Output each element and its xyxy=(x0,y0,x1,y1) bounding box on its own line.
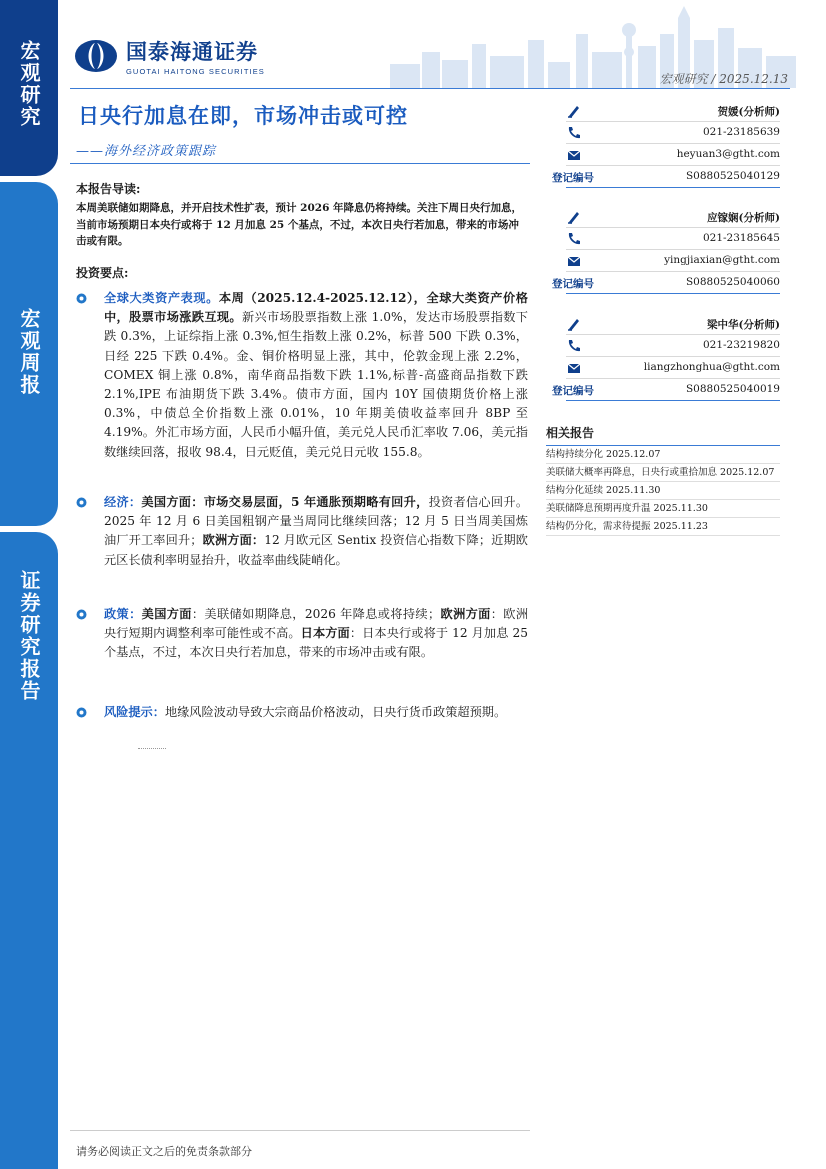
logo-text-cn: 国泰海通证券 xyxy=(126,40,258,64)
analyst-reg-number: S0880525040129 xyxy=(685,170,780,182)
mail-icon xyxy=(566,253,582,269)
point-bold: 美国方面：市场交易层面，5 年通胀预期略有回升， xyxy=(141,495,429,509)
related-reports-heading: 相关报告 xyxy=(546,424,780,446)
analyst-reg-number: S0880525040019 xyxy=(685,383,780,395)
bullet-icon xyxy=(76,497,87,508)
analyst-name: 应镓娴(分析师) xyxy=(707,212,780,224)
footer-divider xyxy=(70,1130,530,1131)
point-text: 新兴市场股票指数上涨 1.0%，发达市场股票指数下跌 0.3%，上证综指上涨 0.3%,恒生指数上涨 0.2%，标普 500 下跌 0.3%，日经 225 下跌 0.4%。金、铜价格明显上涨，其中，伦敦金现上涨 2.2%，COMEX 铜上涨 0.8%，南华商品指数下跌 1.1%,标普-高盛商品指数下跌 2.1%,IPE 布油期货下跌 3.4%。债市方面，国内 10Y 国债期货价格上涨 0.3%，中债总全价指数上涨 0.01%，10 年期美债收益率回升 8BP 至 4.19%。外汇市场方面，人民币小幅升值，美元兑人民币汇率收 7.06，美元指数继续回落，报收 98.4，日元贬值，美元兑日元收 155.8。 xyxy=(104,310,528,459)
analyst-name: 梁中华(分析师) xyxy=(707,319,780,331)
point-lead: 经济： xyxy=(104,495,142,509)
bullet-icon xyxy=(76,707,87,718)
point-economy xyxy=(76,493,528,570)
guide-heading: 本报告导读: xyxy=(76,182,141,196)
phone-icon xyxy=(566,125,582,141)
pen-icon xyxy=(566,316,582,332)
header-category: 宏观研究 xyxy=(659,72,708,86)
analyst-phone: 021-23185645 xyxy=(702,232,780,244)
related-report-item[interactable]: 美联储大概率再降息，日央行或重拾加息 2025.12.07 xyxy=(546,464,780,482)
reg-label: 登记编号 xyxy=(552,278,594,290)
logo-text-en: GUOTAI HAITONG SECURITIES xyxy=(126,67,265,76)
mail-icon xyxy=(566,360,582,376)
point-lead: 全球大类资产表现。 xyxy=(104,291,219,305)
related-report-item[interactable]: 结构仍分化，需求待提振 2025.11.23 xyxy=(546,518,780,536)
side-label-securities-report: 证券研究报告 xyxy=(0,532,58,1169)
phone-icon xyxy=(566,231,582,247)
pen-icon xyxy=(566,103,582,119)
analyst-email[interactable]: heyuan3@gtht.com xyxy=(676,148,780,160)
dotted-divider xyxy=(138,748,166,749)
logo-mark-icon xyxy=(74,39,118,73)
header-divider xyxy=(70,88,790,89)
analyst-card xyxy=(552,100,780,188)
side-label-macro-weekly: 宏观周报 xyxy=(0,182,58,526)
analyst-name: 贺媛(分析师) xyxy=(717,106,780,118)
point-bold: 美国方面 xyxy=(141,607,192,621)
point-bold-2: 欧洲方面： xyxy=(202,533,265,548)
reg-label: 登记编号 xyxy=(552,385,594,397)
header-date: 2025.12.13 xyxy=(719,72,788,86)
related-report-item[interactable]: 美联储降息预期再度升温 2025.11.30 xyxy=(546,500,780,518)
guide-body: 本周美联储如期降息，并开启技术性扩表，预计 2026 年降息仍将持续。关注下周日央行加息，当前市场预期日本央行或将于 12 月加息 25 个基点，不过，本次日央行若加息，带来的市场冲击或有限。 xyxy=(76,202,523,247)
point-bold: 本周（2025.12.4-2025.12.12），全球大类资产价格中，股票市场涨跌互现。 xyxy=(104,291,528,325)
bullet-icon xyxy=(76,293,87,304)
point-lead: 政策： xyxy=(104,607,142,621)
mail-icon xyxy=(566,147,582,163)
analyst-phone: 021-23185639 xyxy=(702,126,780,138)
analyst-reg-number: S0880525040060 xyxy=(685,276,780,288)
bullet-icon xyxy=(76,609,87,620)
point-bold-3: 日本方面 xyxy=(300,626,350,641)
company-logo xyxy=(74,36,265,76)
related-reports xyxy=(546,424,780,536)
report-title: 日央行加息在即，市场冲击或可控 xyxy=(78,104,408,128)
analyst-email[interactable]: liangzhonghua@gtht.com xyxy=(643,361,780,373)
point-lead: 风险提示： xyxy=(104,705,165,719)
side-band xyxy=(0,0,58,1169)
reg-label: 登记编号 xyxy=(552,172,594,184)
disclaimer-footer: 请务必阅读正文之后的免责条款部分 xyxy=(76,1145,252,1158)
point-text: 投资者信心回升。2025 年 12 月 6 日美国粗钢产量当周同比继续回落；12 月 5 日当周美国炼油厂开工率回升； xyxy=(104,495,529,548)
investment-points-heading: 投资要点: xyxy=(76,266,129,280)
related-report-item[interactable]: 结构持续分化 2025.12.07 xyxy=(546,446,780,464)
phone-icon xyxy=(566,338,582,354)
point-text: 地缘风险波动导致大宗商品价格波动，日央行货币政策超预期。 xyxy=(164,705,507,719)
point-policy xyxy=(76,605,528,663)
pen-icon xyxy=(566,209,582,225)
title-divider xyxy=(70,163,530,164)
analyst-email[interactable]: yingjiaxian@gtht.com xyxy=(664,254,780,266)
analyst-phone: 021-23219820 xyxy=(702,339,780,351)
side-label-macro-research: 宏观研究 xyxy=(0,0,58,176)
point-text-2: 12 月欧元区 Sentix 投资信心指数下降；近期欧元区长债利率明显抬升，收益率曲线陡峭化。 xyxy=(104,533,528,567)
point-global-assets xyxy=(76,289,528,462)
point-text-3: ：日本央行或将于 12 月加息 25 个基点，不过，本次日央行若加息，带来的市场冲击或有限。 xyxy=(104,626,529,660)
report-subtitle: ——海外经济政策跟踪 xyxy=(76,144,217,159)
analyst-card xyxy=(552,313,780,401)
analyst-card xyxy=(552,206,780,294)
related-report-item[interactable]: 结构分化延续 2025.11.30 xyxy=(546,482,780,500)
header-category-date: 宏观研究 / 2025.12.13 xyxy=(659,72,788,86)
point-bold-2: 欧洲方面 xyxy=(440,607,491,621)
point-text: ：美联储如期降息，2026 年降息或将持续； xyxy=(191,607,441,621)
point-risk xyxy=(76,703,528,722)
point-text-2: ：欧洲央行短期内调整利率可能性或不高。 xyxy=(104,607,529,641)
